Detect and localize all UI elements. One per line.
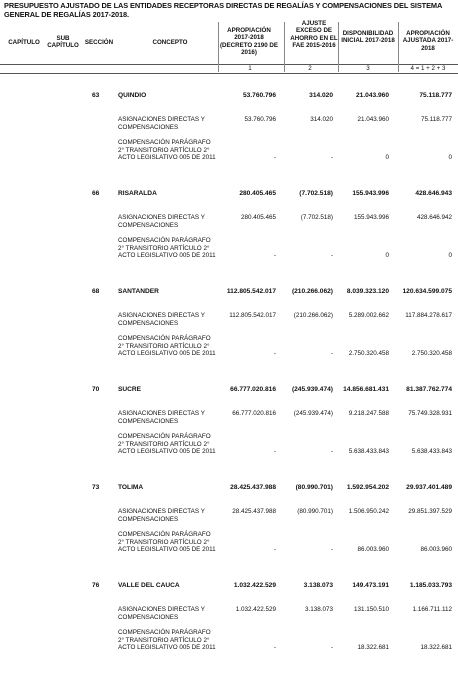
asignaciones-value: 9.218.247.588 [348,410,389,417]
section-total-value: 155.943.996 [352,190,389,197]
asignaciones-value: 280.405.465 [240,214,276,221]
section-code: 68 [92,288,100,295]
header-divider [338,22,339,72]
col-num-4: 4 = 1 + 2 + 3 [410,65,446,72]
compensacion-value: 86.003.960 [420,546,452,553]
section-total-value: 14.856.681.431 [343,386,389,393]
compensacion-value: 18.322.681 [420,644,452,651]
asignaciones-value: 112.805.542.017 [229,312,276,319]
concept-label-compensacion: COMPENSACIÓN PARÁGRAFO 2° TRANSITORIO ARTÍCULO 2° ACTO LEGISLATIVO 005 DE 2011 [118,335,216,358]
header-apropiacion-ajustada: APROPIACIÓN AJUSTADA 2017-2018 [402,30,454,52]
section-name: SANTANDER [118,288,159,295]
section-total-value: 120.634.599.075 [402,288,452,295]
compensacion-value: 2.750.320.458 [348,350,389,357]
header-capitulo: CAPÍTULO [8,39,40,46]
asignaciones-value: 155.943.996 [353,214,389,221]
compensacion-value: 0 [385,154,389,161]
compensacion-value: - [330,448,333,455]
header-divider [284,22,285,72]
section-name: TOLIMA [118,484,144,491]
section-total-value: (80.990.701) [295,484,333,491]
asignaciones-value: 314.020 [310,116,333,123]
section-code: 70 [92,386,100,393]
col-num-2: 2 [308,65,312,72]
asignaciones-value: 1.032.422.529 [235,606,276,613]
section-total-value: 1.032.422.529 [233,582,276,589]
section-total-value: 3.138.073 [303,582,333,589]
section-total-value: 28.425.437.988 [230,484,276,491]
compensacion-value: - [273,350,276,357]
compensacion-value: - [330,350,333,357]
asignaciones-value: 117.884.278.617 [405,312,452,319]
section-total-value: 428.646.943 [415,190,452,197]
compensacion-value: 0 [448,252,452,259]
compensacion-value: 0 [448,154,452,161]
page-title: PRESUPUESTO AJUSTADO DE LAS ENTIDADES RECEPTORAS DIRECTAS DE REGALÍAS Y COMPENSACIONES DEL SISTEMA GENERAL DE REGALÍAS 2017-2018. [4,1,442,19]
header-ajuste: AJUSTE EXCESO DE AHORRO EN EL FAE 2015-2016 [290,20,338,50]
asignaciones-value: 29.851.397.529 [408,508,452,515]
header-seccion: SECCIÓN [84,39,114,46]
col-num-3: 3 [366,65,370,72]
asignaciones-value: 75.749.328.931 [408,410,452,417]
section-name: SUCRE [118,386,142,393]
header-sub-capitulo: SUB CAPÍTULO [47,35,79,50]
compensacion-value: - [330,154,333,161]
concept-label-compensacion: COMPENSACIÓN PARÁGRAFO 2° TRANSITORIO ARTÍCULO 2° ACTO LEGISLATIVO 005 DE 2011 [118,531,216,554]
compensacion-value: - [273,448,276,455]
header-disponibilidad: DISPONIBILIDAD INICIAL 2017-2018 [341,30,395,45]
asignaciones-value: 75.118.777 [420,116,452,123]
section-name: QUINDIO [118,92,147,99]
col-num-1: 1 [248,65,252,72]
compensacion-value: - [330,644,333,651]
section-name: VALLE DEL CAUCA [118,582,180,589]
concept-label-asignaciones: ASIGNACIONES DIRECTAS Y COMPENSACIONES [118,116,205,131]
section-code: 76 [92,582,100,589]
header-concepto: CONCEPTO [152,39,188,46]
section-total-value: (245.939.474) [291,386,333,393]
section-total-value: 8.039.323.120 [346,288,389,295]
section-total-value: 112.805.542.017 [226,288,276,295]
compensacion-value: - [273,252,276,259]
section-total-value: 81.387.762.774 [406,386,452,393]
asignaciones-value: 21.043.960 [357,116,389,123]
col-num-rule [0,73,458,74]
compensacion-value: 5.638.433.843 [348,448,389,455]
asignaciones-value: 131.150.510 [353,606,389,613]
section-total-value: 1.185.033.793 [409,582,452,589]
compensacion-value: - [273,644,276,651]
compensacion-value: - [273,154,276,161]
asignaciones-value: (245.939.474) [293,410,333,417]
compensacion-value: - [273,546,276,553]
section-total-value: 280.405.465 [239,190,276,197]
asignaciones-value: (7.702.518) [300,214,333,221]
concept-label-compensacion: COMPENSACIÓN PARÁGRAFO 2° TRANSITORIO ARTÍCULO 2° ACTO LEGISLATIVO 005 DE 2011 [118,433,216,456]
section-code: 73 [92,484,100,491]
section-code: 63 [92,92,100,99]
section-total-value: 314.020 [309,92,333,99]
compensacion-value: - [330,252,333,259]
asignaciones-value: 1.166.711.112 [412,606,452,613]
concept-label-asignaciones: ASIGNACIONES DIRECTAS Y COMPENSACIONES [118,410,205,425]
compensacion-value: - [330,546,333,553]
section-total-value: 21.043.960 [355,92,389,99]
compensacion-value: 2.750.320.458 [411,350,452,357]
asignaciones-value: (80.990.701) [297,508,333,515]
header-divider [398,22,399,72]
section-code: 66 [92,190,100,197]
asignaciones-value: 53.760.796 [244,116,276,123]
section-total-value: 66.777.020.816 [230,386,276,393]
section-total-value: 75.118.777 [419,92,452,99]
compensacion-value: 0 [385,252,389,259]
asignaciones-value: 428.646.942 [416,214,452,221]
compensacion-value: 5.638.433.843 [411,448,452,455]
concept-label-compensacion: COMPENSACIÓN PARÁGRAFO 2° TRANSITORIO ARTÍCULO 2° ACTO LEGISLATIVO 005 DE 2011 [118,139,216,162]
section-total-value: 149.473.191 [352,582,389,589]
section-total-value: (7.702.518) [299,190,333,197]
header-divider [218,22,219,72]
asignaciones-value: 3.138.073 [304,606,333,613]
header-apropiacion: APROPIACIÓN 2017-2018 (DECRETO 2190 DE 2016) [220,27,278,57]
section-total-value: 1.592.954.202 [346,484,389,491]
asignaciones-value: 28.425.437.988 [232,508,276,515]
asignaciones-value: 1.506.950.242 [348,508,389,515]
asignaciones-value: (210.266.062) [293,312,333,319]
concept-label-asignaciones: ASIGNACIONES DIRECTAS Y COMPENSACIONES [118,606,205,621]
concept-label-compensacion: COMPENSACIÓN PARÁGRAFO 2° TRANSITORIO ARTÍCULO 2° ACTO LEGISLATIVO 005 DE 2011 [118,629,216,652]
section-name: RISARALDA [118,190,157,197]
concept-label-compensacion: COMPENSACIÓN PARÁGRAFO 2° TRANSITORIO ARTÍCULO 2° ACTO LEGISLATIVO 005 DE 2011 [118,237,216,260]
section-total-value: (210.266.062) [291,288,333,295]
asignaciones-value: 66.777.020.816 [232,410,276,417]
concept-label-asignaciones: ASIGNACIONES DIRECTAS Y COMPENSACIONES [118,214,205,229]
concept-label-asignaciones: ASIGNACIONES DIRECTAS Y COMPENSACIONES [118,312,205,327]
section-total-value: 53.760.796 [242,92,276,99]
asignaciones-value: 5.289.002.662 [348,312,389,319]
compensacion-value: 86.003.960 [357,546,389,553]
concept-label-asignaciones: ASIGNACIONES DIRECTAS Y COMPENSACIONES [118,508,205,523]
section-total-value: 29.937.401.489 [406,484,452,491]
compensacion-value: 18.322.681 [357,644,389,651]
